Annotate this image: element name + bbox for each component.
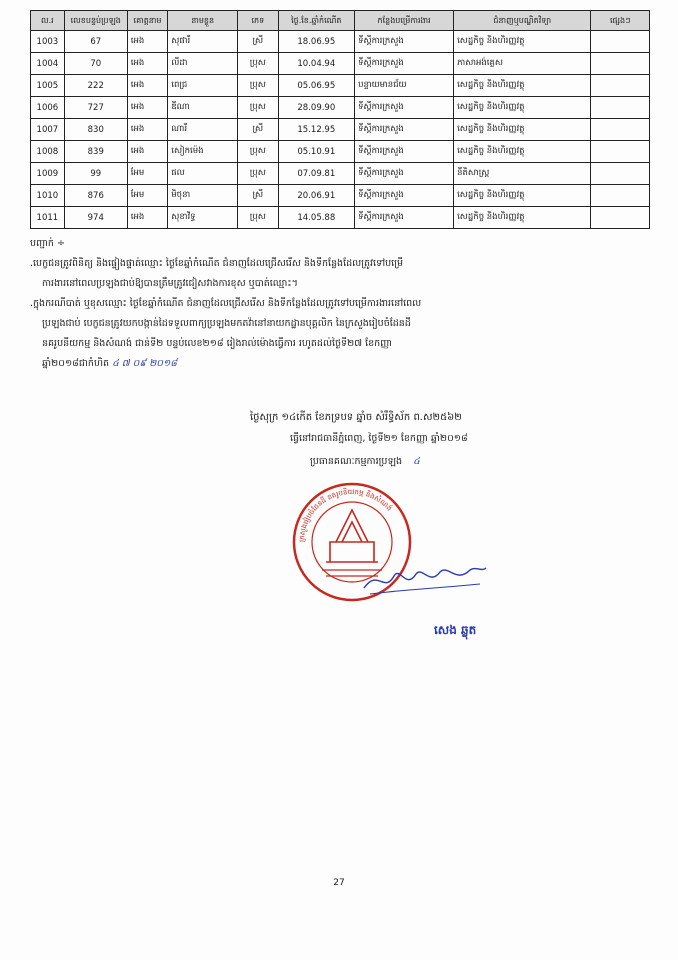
- table-cell: 1006: [31, 97, 65, 119]
- table-cell: អេង: [127, 53, 168, 75]
- table-cell: ភាសាអង់គ្លេស: [454, 53, 591, 75]
- table-cell: 99: [64, 163, 127, 185]
- table-cell: 839: [64, 141, 127, 163]
- column-header: ល.រ: [31, 11, 65, 31]
- table-cell: សេដ្ឋកិច្ច និងហិរញ្ញវត្ថុ: [454, 119, 591, 141]
- table-cell: សុខាវិទ្ធ: [168, 207, 238, 229]
- table-cell: [591, 31, 650, 53]
- table-cell: 1011: [31, 207, 65, 229]
- handwritten-initial: ៤: [413, 456, 420, 467]
- candidate-table: [30, 10, 650, 229]
- signatory-title: ប្រធានគណៈកម្មការប្រឡង: [310, 456, 403, 467]
- note-2-line-3: នគរូបនីយកម្ម និងសំណង់ ជាន់ទី២ បន្ទប់លេខ២១៨ រៀងរាល់ម៉ោងធ្វើការ រហូតដល់ថ្ងៃទី២៧ ខែកញ្ញា: [42, 338, 393, 349]
- table-cell: នីតិសាស្ត្រ: [454, 163, 591, 185]
- table-cell: ប្រុស: [238, 163, 279, 185]
- lunar-date: ថ្ងៃសុក្រ ១៤កើត ខែភទ្របទ ឆ្នាំច សំរឹទ្ធិស័ក ព.ស២៥៦២: [250, 412, 462, 423]
- table-cell: [591, 163, 650, 185]
- table-cell: អែម: [127, 185, 168, 207]
- table-cell: ផល: [168, 163, 238, 185]
- column-header: ជំនាញឬបណ្ឌិតវិទ្យា: [454, 11, 591, 31]
- table-cell: ស្រី: [238, 185, 279, 207]
- column-header: លេខបន្ទប់ប្រឡង: [64, 11, 127, 31]
- column-header: ផ្សេងៗ: [591, 11, 650, 31]
- table-cell: 05.06.95: [278, 75, 355, 97]
- signatory-name: សេង ឆ្លុត: [434, 623, 477, 637]
- table-cell: សុផារី: [168, 31, 238, 53]
- table-cell: ពេជ្រ: [168, 75, 238, 97]
- page-number: 27: [333, 878, 345, 888]
- table-cell: អេង: [127, 141, 168, 163]
- table-cell: អេង: [127, 75, 168, 97]
- note-2-line-1: .ក្នុងករណីបាត់ ឬខុសឈ្មោះ ថ្ងៃខែឆ្នាំកំណើត ជំនាញដែលជ្រើសរើស និងទីកន្លែងដែលត្រូវទៅបម្រើការងារនៅពេល: [30, 298, 422, 309]
- column-header: គោត្តនាម: [127, 11, 168, 31]
- table-cell: 830: [64, 119, 127, 141]
- note-2-line-4-text: ឆ្នាំ២០១៨ជាកំហិត: [42, 358, 110, 369]
- table-cell: 222: [64, 75, 127, 97]
- table-row: [31, 75, 650, 97]
- table-cell: ណារី: [168, 119, 238, 141]
- table-cell: លីដា: [168, 53, 238, 75]
- note-2-line-4: [30, 354, 650, 374]
- table-cell: ទីស្តីការក្រសួង: [355, 207, 454, 229]
- table-cell: អេង: [127, 119, 168, 141]
- signature-block: [310, 455, 420, 469]
- table-cell: ទីស្តីការក្រសួង: [355, 163, 454, 185]
- column-header: កន្លែងបម្រើការងារ: [355, 11, 454, 31]
- note-1-line-2: ការងារនៅពេលប្រឡងជាប់ឱ្យបានត្រឹមត្រូវជៀសវាងការខុស ឬបាត់ឈ្មោះ។: [42, 278, 298, 289]
- table-cell: 05.10.91: [278, 141, 355, 163]
- notes-section: [30, 234, 650, 374]
- column-header: ភេទ: [238, 11, 279, 31]
- table-cell: ទីស្តីការក្រសួង: [355, 185, 454, 207]
- seal-text: ក្រសួងរៀបចំដែនដី នគរូបនីយកម្ម និងសំណង់: [297, 487, 394, 543]
- table-cell: 1009: [31, 163, 65, 185]
- table-cell: 10.04.94: [278, 53, 355, 75]
- table-cell: បន្ទាយមានជ័យ: [355, 75, 454, 97]
- table-cell: សេដ្ឋកិច្ច និងហិរញ្ញវត្ថុ: [454, 75, 591, 97]
- table-cell: អេង: [127, 207, 168, 229]
- table-row: [31, 31, 650, 53]
- table-cell: អេង: [127, 97, 168, 119]
- table-cell: សៀកម៉េង: [168, 141, 238, 163]
- table-cell: ទីស្តីការក្រសួង: [355, 31, 454, 53]
- table-cell: 70: [64, 53, 127, 75]
- table-row: [31, 163, 650, 185]
- table-cell: 1004: [31, 53, 65, 75]
- table-row: [31, 119, 650, 141]
- table-cell: 67: [64, 31, 127, 53]
- table-cell: អែម: [127, 163, 168, 185]
- table-cell: សេដ្ឋកិច្ច និងហិរញ្ញវត្ថុ: [454, 31, 591, 53]
- table-row: [31, 141, 650, 163]
- header-row: [31, 11, 650, 31]
- table-cell: សេដ្ឋកិច្ច និងហិរញ្ញវត្ថុ: [454, 207, 591, 229]
- table-cell: ទីស្តីការក្រសួង: [355, 53, 454, 75]
- handwritten-signature-icon: [360, 560, 490, 600]
- table-cell: 1010: [31, 185, 65, 207]
- table-cell: ប្រុស: [238, 141, 279, 163]
- table-cell: ស្រី: [238, 31, 279, 53]
- table-cell: ប្រុស: [238, 53, 279, 75]
- table-cell: 28.09.90: [278, 97, 355, 119]
- table-cell: [591, 97, 650, 119]
- table-cell: មិថុនា: [168, 185, 238, 207]
- column-header: ថ្ងៃ.ខែ.ឆ្នាំកំណើត: [278, 11, 355, 31]
- table-cell: 876: [64, 185, 127, 207]
- table-cell: ប្រុស: [238, 97, 279, 119]
- table-cell: សេដ្ឋកិច្ច និងហិរញ្ញវត្ថុ: [454, 185, 591, 207]
- table-cell: ឌីណា: [168, 97, 238, 119]
- table-cell: 727: [64, 97, 127, 119]
- table-row: [31, 97, 650, 119]
- table-cell: សេដ្ឋកិច្ច និងហិរញ្ញវត្ថុ: [454, 141, 591, 163]
- table-cell: 15.12.95: [278, 119, 355, 141]
- table-cell: ទីស្តីការក្រសួង: [355, 119, 454, 141]
- table-cell: [591, 53, 650, 75]
- table-cell: 1003: [31, 31, 65, 53]
- table-header: [31, 11, 650, 31]
- table-cell: 07.09.81: [278, 163, 355, 185]
- solar-date: ធ្វើនៅរាជធានីភ្នំពេញ, ថ្ងៃទី២១ ខែកញ្ញា ឆ្នាំ២០១៨: [290, 433, 468, 444]
- note-2-line-2: ប្រឡងជាប់ បេក្ខជនត្រូវយកបង្កាន់ដៃទទួលពាក្យប្រឡងមកតវ៉ានៅនាយកដ្ឋានបុគ្គលិក នៃក្រសួងរៀបចំដែនដី: [42, 318, 411, 329]
- table-cell: 14.05.88: [278, 207, 355, 229]
- table-cell: 974: [64, 207, 127, 229]
- table-row: [31, 207, 650, 229]
- table-cell: ស្រី: [238, 119, 279, 141]
- table-row: [31, 53, 650, 75]
- table-cell: 18.06.95: [278, 31, 355, 53]
- notes-heading: បញ្ជាក់ ÷: [30, 238, 65, 249]
- table-cell: [591, 185, 650, 207]
- column-header: នាមខ្លួន: [168, 11, 238, 31]
- table-row: [31, 185, 650, 207]
- table-cell: 1008: [31, 141, 65, 163]
- table-cell: ទីស្តីការក្រសួង: [355, 97, 454, 119]
- handwritten-date: ៤ ៧ ០៩ ២០១៨: [112, 358, 177, 369]
- table-cell: 1005: [31, 75, 65, 97]
- table-cell: ប្រុស: [238, 75, 279, 97]
- table-cell: ប្រុស: [238, 207, 279, 229]
- table-cell: អេង: [127, 31, 168, 53]
- table-cell: [591, 141, 650, 163]
- table-cell: 1007: [31, 119, 65, 141]
- table-body: [31, 31, 650, 229]
- table-cell: 20.06.91: [278, 185, 355, 207]
- table-cell: [591, 75, 650, 97]
- table-cell: សេដ្ឋកិច្ច និងហិរញ្ញវត្ថុ: [454, 97, 591, 119]
- table-cell: [591, 207, 650, 229]
- note-1-line-1: .បេក្ខជនត្រូវពិនិត្យ និងផ្ទៀងផ្ទាត់ឈ្មោះ ថ្ងៃខែឆ្នាំកំណើត ជំនាញដែលជ្រើសរើស និងទីកន្លែងដែលត្រូវទៅបម្រើ: [30, 258, 404, 269]
- table-cell: [591, 119, 650, 141]
- table-cell: ទីស្តីការក្រសួង: [355, 141, 454, 163]
